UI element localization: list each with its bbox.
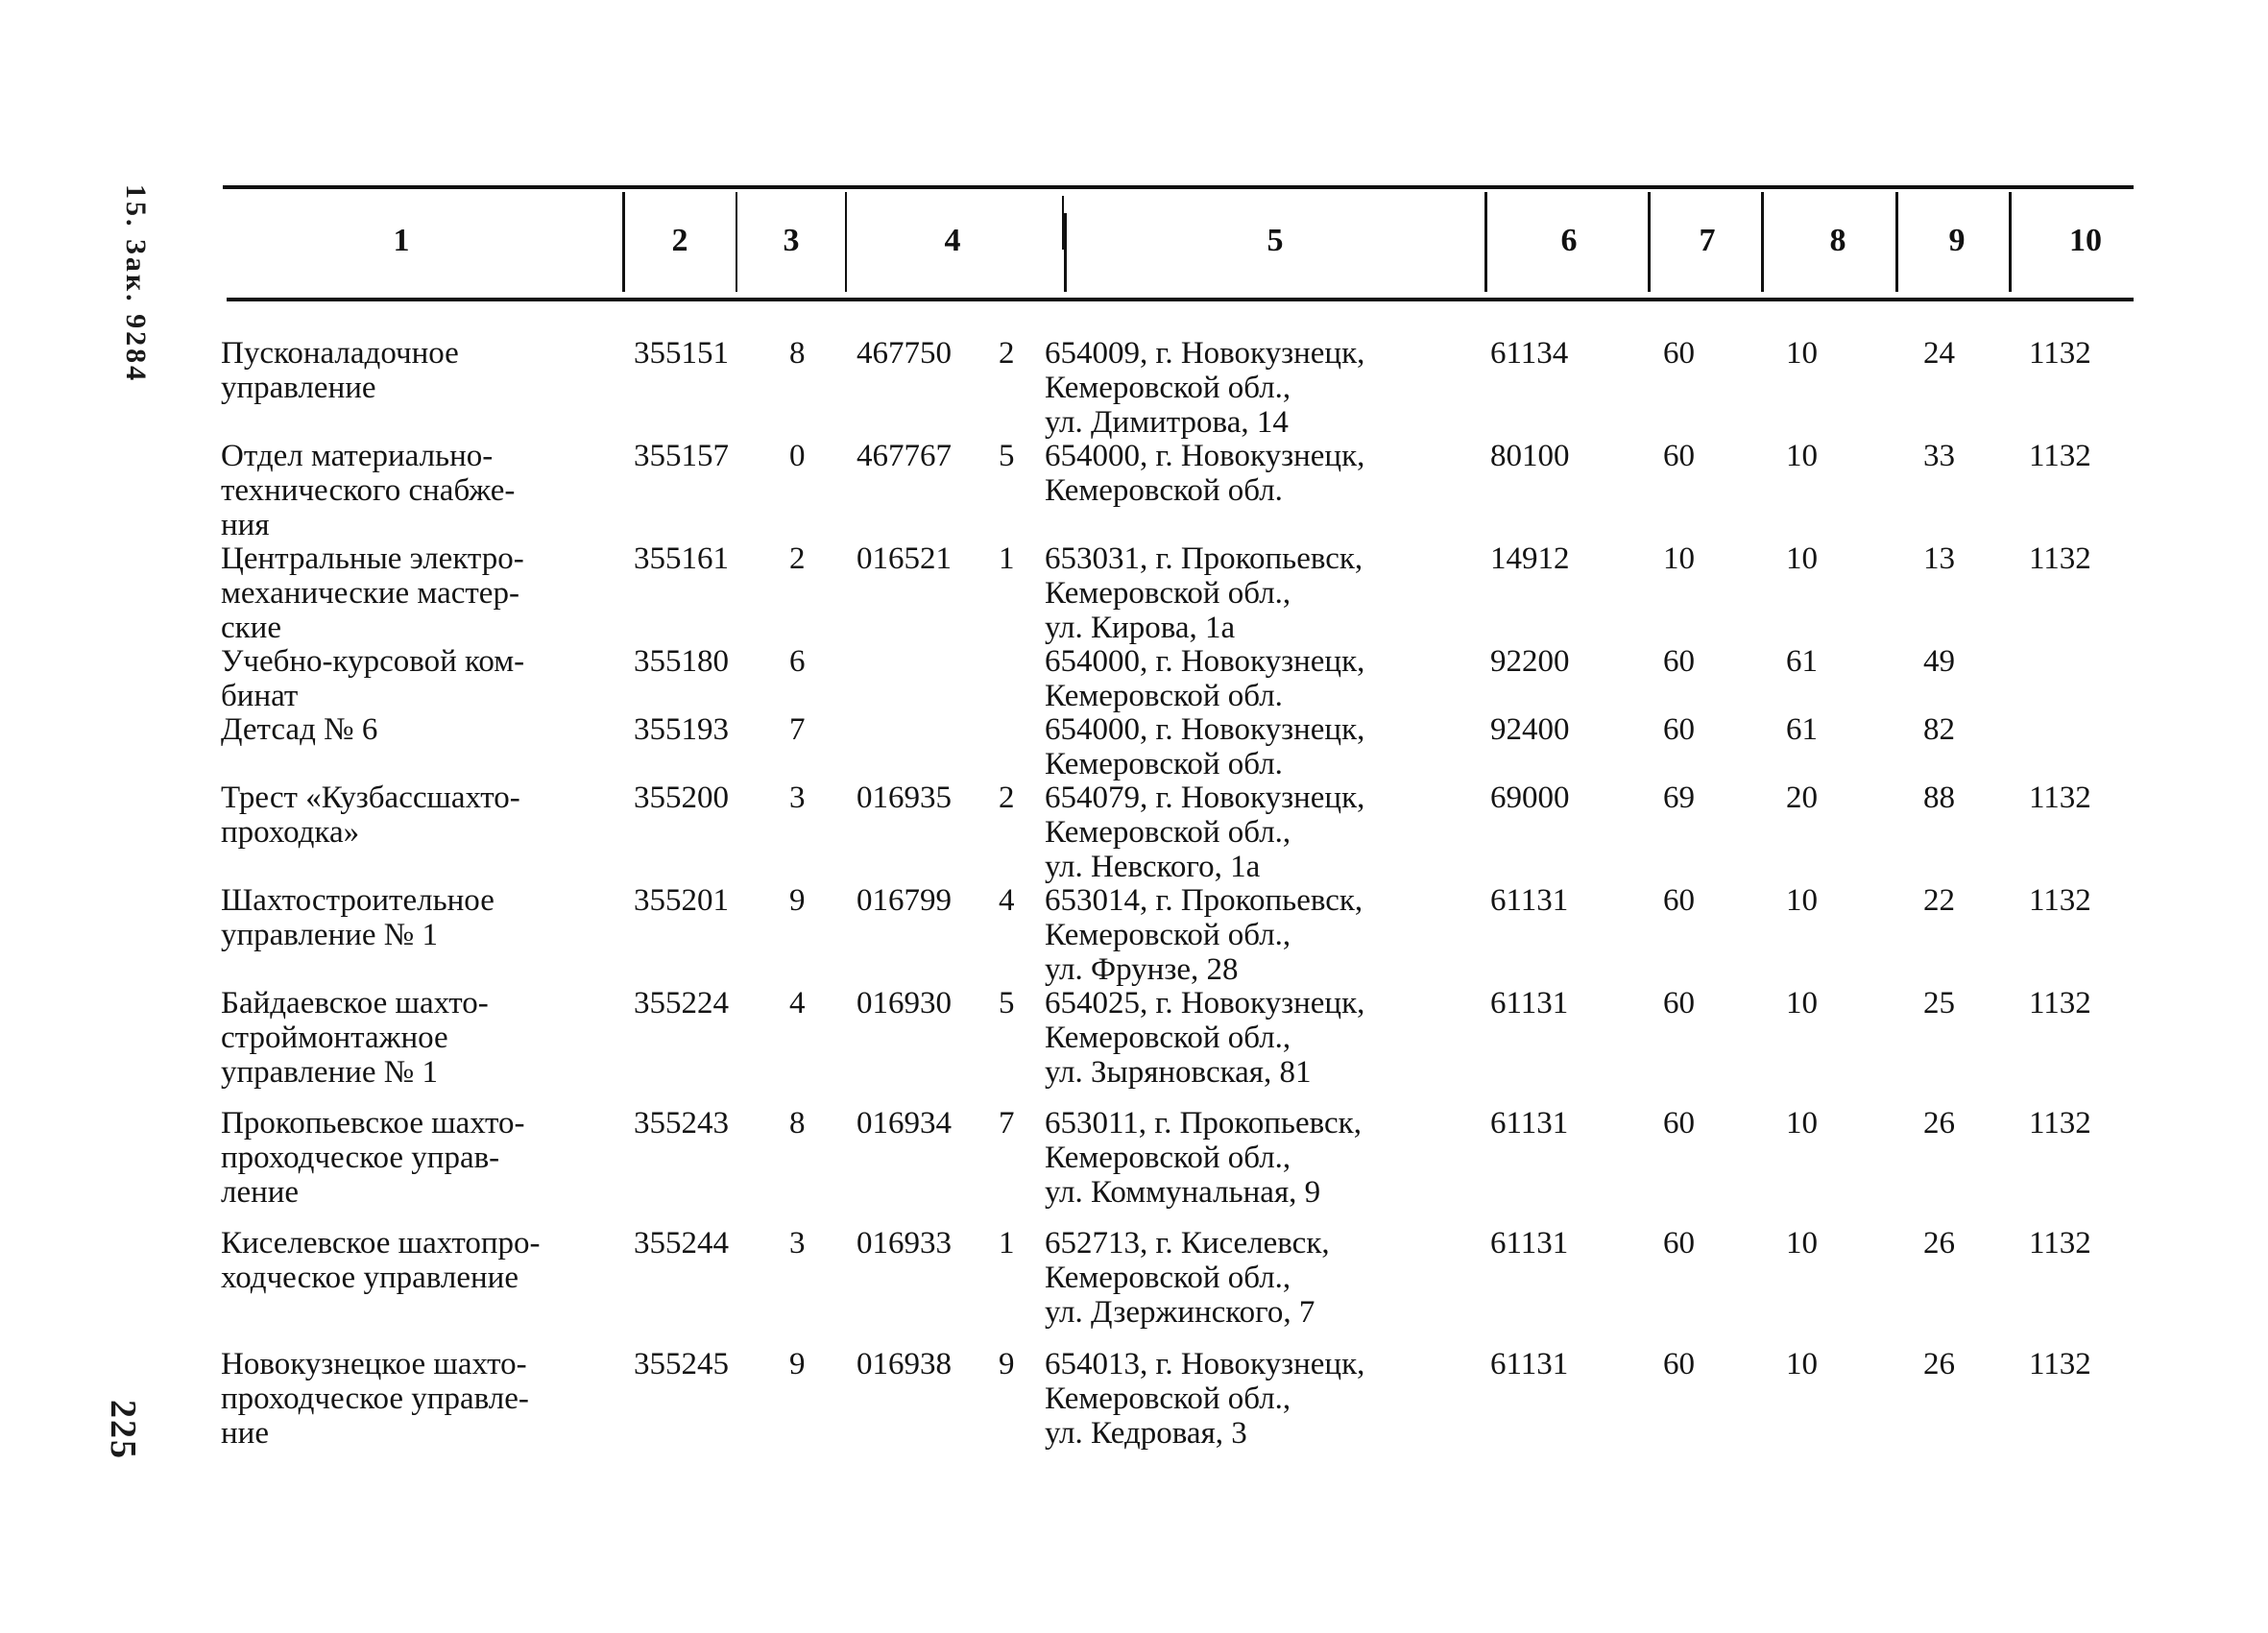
table-header-rule (227, 298, 2134, 301)
address: 654000, г. Новокузнецк, Кемеровской обл. (1045, 644, 1365, 713)
code-col-9: 22 (1923, 883, 1955, 918)
code-col-9: 25 (1923, 986, 1955, 1021)
address: 653014, г. Прокопьевск, Кемеровской обл., ул. Фрунзе, 28 (1045, 883, 1363, 987)
code-col-8: 10 (1786, 1347, 1818, 1381)
header-col-4: 4 (944, 223, 961, 258)
code-col-4: 016934 (857, 1106, 952, 1141)
code-col-10: 1132 (2029, 541, 2091, 576)
code-col-6: 61131 (1490, 1226, 1569, 1261)
table-top-rule (223, 185, 2134, 189)
code-col-10: 1132 (2029, 1347, 2091, 1381)
org-name: Центральные электро- механические мастер- ские (221, 541, 524, 645)
code-col-6: 92400 (1490, 712, 1570, 747)
code-col-4: 467750 (857, 336, 952, 371)
header-col-5: 5 (1267, 223, 1284, 258)
code-col-2: 355151 (634, 336, 729, 371)
address: 654013, г. Новокузнецк, Кемеровской обл., ул. Кедровая, 3 (1045, 1347, 1365, 1451)
address: 653011, г. Прокопьевск, Кемеровской обл., ул. Коммунальная, 9 (1045, 1106, 1362, 1210)
check-digit-col-4: 5 (999, 439, 1015, 473)
header-separator (622, 192, 625, 292)
code-col-8: 10 (1786, 336, 1818, 371)
check-digit-col-3: 6 (789, 644, 806, 679)
code-col-8: 10 (1786, 986, 1818, 1021)
check-digit-col-4: 7 (999, 1106, 1015, 1141)
check-digit-col-3: 0 (789, 439, 806, 473)
header-separator (1064, 213, 1067, 292)
code-col-8: 20 (1786, 780, 1818, 815)
code-col-2: 355200 (634, 780, 729, 815)
code-col-6: 61131 (1490, 883, 1569, 918)
address: 654000, г. Новокузнецк, Кемеровской обл. (1045, 439, 1365, 508)
code-col-2: 355243 (634, 1106, 729, 1141)
code-col-9: 26 (1923, 1226, 1955, 1261)
code-col-10: 1132 (2029, 1226, 2091, 1261)
page-number: 225 (103, 1400, 143, 1460)
code-col-6: 92200 (1490, 644, 1570, 679)
code-col-2: 355193 (634, 712, 729, 747)
code-col-8: 10 (1786, 541, 1818, 576)
code-col-10: 1132 (2029, 336, 2091, 371)
check-digit-col-3: 3 (789, 780, 806, 815)
header-col-3: 3 (783, 223, 800, 258)
code-col-10: 1132 (2029, 439, 2091, 473)
code-col-9: 88 (1923, 780, 1955, 815)
check-digit-col-4: 9 (999, 1347, 1015, 1381)
code-col-10: 1132 (2029, 883, 2091, 918)
header-separator (736, 192, 737, 292)
header-col-8: 8 (1829, 223, 1846, 258)
code-col-4: 016521 (857, 541, 952, 576)
org-name: Пусконаладочное управление (221, 336, 459, 405)
code-col-8: 10 (1786, 1106, 1818, 1141)
code-col-7: 10 (1663, 541, 1695, 576)
address: 652713, г. Киселевск, Кемеровской обл., ул. Дзержинского, 7 (1045, 1226, 1330, 1330)
code-col-4: 016799 (857, 883, 952, 918)
check-digit-col-3: 8 (789, 1106, 806, 1141)
check-digit-col-4: 2 (999, 336, 1015, 371)
check-digit-col-3: 9 (789, 1347, 806, 1381)
code-col-6: 14912 (1490, 541, 1570, 576)
code-col-2: 355244 (634, 1226, 729, 1261)
header-separator (845, 192, 847, 292)
code-col-6: 61131 (1490, 1347, 1569, 1381)
code-col-9: 26 (1923, 1347, 1955, 1381)
check-digit-col-4: 5 (999, 986, 1015, 1021)
code-col-10: 1132 (2029, 1106, 2091, 1141)
header-separator (2009, 192, 2012, 292)
code-col-8: 10 (1786, 1226, 1818, 1261)
code-col-2: 355245 (634, 1347, 729, 1381)
code-col-7: 60 (1663, 1226, 1695, 1261)
code-col-7: 60 (1663, 1347, 1695, 1381)
code-col-4: 016930 (857, 986, 952, 1021)
code-col-6: 69000 (1490, 780, 1570, 815)
org-name: Шахтостроительное управление № 1 (221, 883, 495, 952)
code-col-8: 61 (1786, 712, 1818, 747)
header-separator (1648, 192, 1651, 292)
header-separator (1484, 192, 1487, 292)
code-col-7: 60 (1663, 712, 1695, 747)
code-col-9: 26 (1923, 1106, 1955, 1141)
code-col-6: 61131 (1490, 1106, 1569, 1141)
org-name: Отдел материально- технического снабже- ния (221, 439, 516, 542)
header-col-10: 10 (2069, 223, 2102, 258)
code-col-7: 60 (1663, 883, 1695, 918)
code-col-9: 82 (1923, 712, 1955, 747)
org-name: Прокопьевское шахто- проходческое управ- ление (221, 1106, 525, 1210)
org-name: Байдаевское шахто- строймонтажное управление № 1 (221, 986, 489, 1090)
code-col-7: 60 (1663, 439, 1695, 473)
header-separator (1895, 192, 1898, 292)
code-col-2: 355201 (634, 883, 729, 918)
code-col-4: 016935 (857, 780, 952, 815)
code-col-4: 016938 (857, 1347, 952, 1381)
code-col-9: 49 (1923, 644, 1955, 679)
check-digit-col-3: 9 (789, 883, 806, 918)
address: 653031, г. Прокопьевск, Кемеровской обл., ул. Кирова, 1а (1045, 541, 1363, 645)
check-digit-col-3: 4 (789, 986, 806, 1021)
code-col-4: 016933 (857, 1226, 952, 1261)
code-col-4: 467767 (857, 439, 952, 473)
code-col-10: 1132 (2029, 986, 2091, 1021)
address: 654009, г. Новокузнецк, Кемеровской обл., ул. Димитрова, 14 (1045, 336, 1365, 440)
org-name: Детсад № 6 (221, 712, 378, 747)
header-col-2: 2 (671, 223, 688, 258)
code-col-2: 355224 (634, 986, 729, 1021)
code-col-6: 61131 (1490, 986, 1569, 1021)
code-col-7: 60 (1663, 1106, 1695, 1141)
address: 654025, г. Новокузнецк, Кемеровской обл., ул. Зыряновская, 81 (1045, 986, 1365, 1090)
order-note: 15. Зак. 9284 (120, 184, 152, 384)
code-col-8: 10 (1786, 439, 1818, 473)
code-col-8: 10 (1786, 883, 1818, 918)
check-digit-col-3: 2 (789, 541, 806, 576)
code-col-8: 61 (1786, 644, 1818, 679)
code-col-7: 60 (1663, 986, 1695, 1021)
org-name: Трест «Кузбассшахто- проходка» (221, 780, 520, 850)
header-separator (1761, 192, 1764, 292)
org-name: Учебно-курсовой ком- бинат (221, 644, 525, 713)
check-digit-col-4: 4 (999, 883, 1015, 918)
code-col-7: 69 (1663, 780, 1695, 815)
code-col-10: 1132 (2029, 780, 2091, 815)
check-digit-col-4: 2 (999, 780, 1015, 815)
address: 654079, г. Новокузнецк, Кемеровской обл., ул. Невского, 1а (1045, 780, 1365, 884)
header-col-1: 1 (393, 223, 410, 258)
check-digit-col-3: 7 (789, 712, 806, 747)
check-digit-col-3: 3 (789, 1226, 806, 1261)
code-col-2: 355161 (634, 541, 729, 576)
header-col-9: 9 (1948, 223, 1966, 258)
check-digit-col-3: 8 (789, 336, 806, 371)
org-name: Новокузнецкое шахто- проходческое управле- ние (221, 1347, 529, 1451)
header-col-6: 6 (1560, 223, 1578, 258)
code-col-2: 355180 (634, 644, 729, 679)
header-col-7: 7 (1699, 223, 1716, 258)
code-col-7: 60 (1663, 644, 1695, 679)
code-col-6: 80100 (1490, 439, 1570, 473)
org-name: Киселевское шахтопро- ходческое управление (221, 1226, 541, 1295)
address: 654000, г. Новокузнецк, Кемеровской обл. (1045, 712, 1365, 781)
code-col-2: 355157 (634, 439, 729, 473)
code-col-9: 13 (1923, 541, 1955, 576)
code-col-6: 61134 (1490, 336, 1569, 371)
code-col-9: 24 (1923, 336, 1955, 371)
check-digit-col-4: 1 (999, 1226, 1015, 1261)
check-digit-col-4: 1 (999, 541, 1015, 576)
code-col-7: 60 (1663, 336, 1695, 371)
code-col-9: 33 (1923, 439, 1955, 473)
